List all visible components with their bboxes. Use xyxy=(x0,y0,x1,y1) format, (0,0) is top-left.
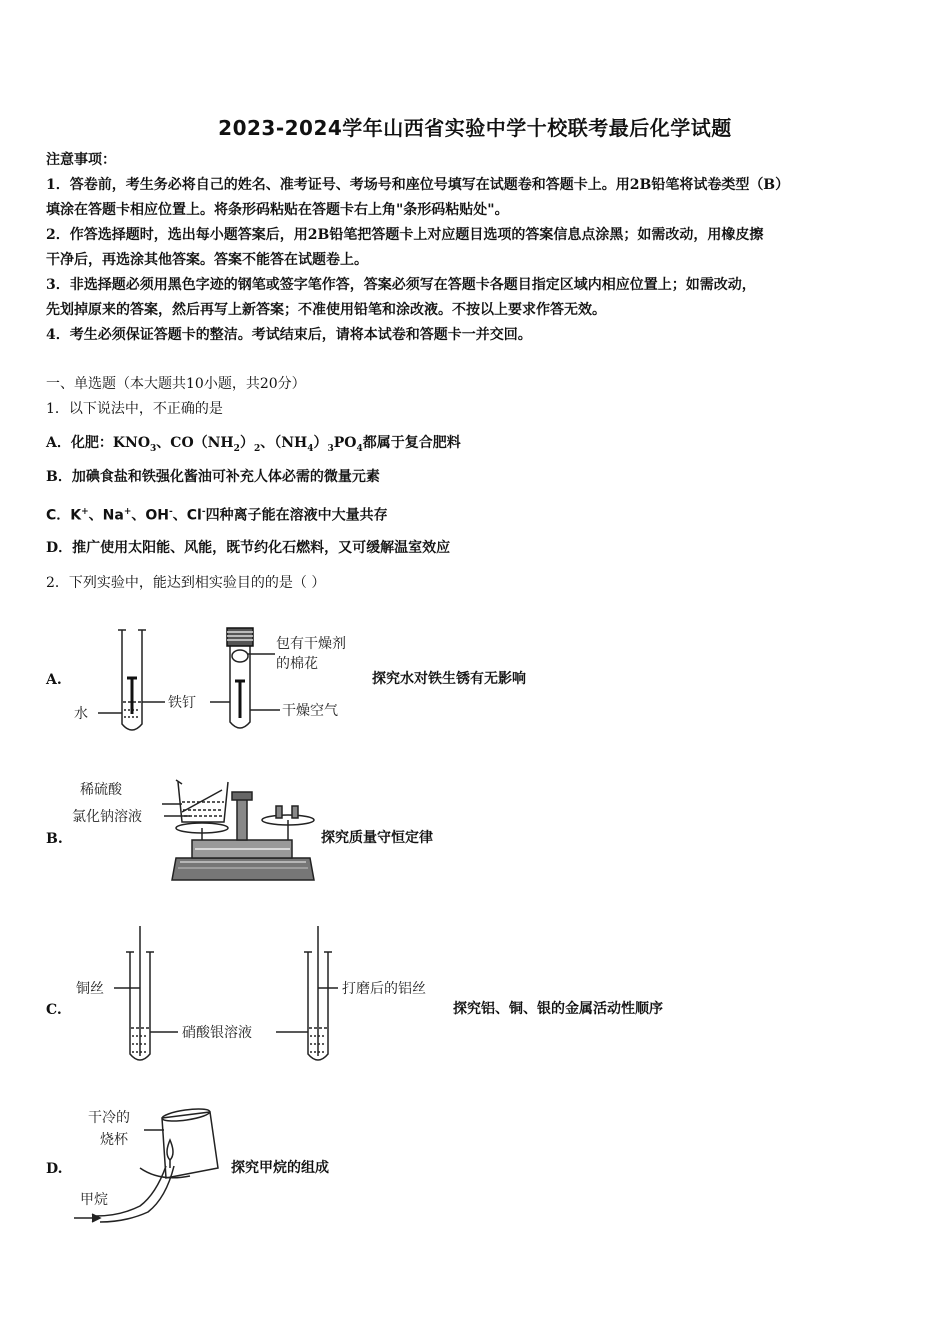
label-iron-nail: 铁钉 xyxy=(168,695,196,711)
note-line-4: 干净后，再选涂其他答案。答案不能答在试题卷上。 xyxy=(46,252,368,268)
q1-option-c: C．K+、Na+、OH-、Cl-四种离子能在溶液中大量共存 xyxy=(46,507,388,524)
q2-c-description: 探究铝、铜、银的金属活动性顺序 xyxy=(453,1001,663,1017)
label-water: 水 xyxy=(74,706,88,722)
note-line-2: 填涂在答题卡相应位置上。将条形码粘贴在答题卡右上角"条形码粘贴处"。 xyxy=(46,202,509,218)
q1-stem: 1．以下说法中，不正确的是 xyxy=(46,401,223,417)
q2-c-letter: C. xyxy=(46,1002,62,1018)
label-silver-nitrate: 硝酸银溶液 xyxy=(182,1025,252,1041)
methane-combustion-figure xyxy=(70,1098,230,1228)
note-line-6: 先划掉原来的答案，然后再写上新答案；不准使用铅笔和涂改液。不按以上要求作答无效。 xyxy=(46,302,606,318)
label-cotton-1: 包有干燥剂 xyxy=(276,636,346,652)
note-line-1: 1．答卷前，考生务必将自己的姓名、准考证号、考场号和座位号填写在试题卷和答题卡上。用2B铅笔将试卷类型（B） xyxy=(46,177,790,193)
label-cotton-2: 的棉花 xyxy=(276,656,318,672)
note-line-5: 3．非选择题必须用黑色字迹的钢笔或签字笔作答，答案必须写在答题卡各题目指定区域内相应位置上；如需改动， xyxy=(46,277,756,293)
label-copper-wire: 铜丝 xyxy=(76,981,104,997)
label-cold-beaker-1: 干冷的 xyxy=(88,1110,130,1126)
q1-option-b: B．加碘食盐和铁强化酱油可补充人体必需的微量元素 xyxy=(46,469,380,485)
metal-activity-figure xyxy=(70,922,460,1072)
q2-a-letter: A. xyxy=(46,672,62,688)
q2-b-letter: B. xyxy=(46,831,63,847)
q2-d-letter: D. xyxy=(46,1161,63,1177)
label-aluminium-wire: 打磨后的铝丝 xyxy=(342,981,426,997)
q2-b-description: 探究质量守恒定律 xyxy=(321,830,433,846)
rust-experiment-figure xyxy=(70,622,360,737)
label-cold-beaker-2: 烧杯 xyxy=(100,1132,128,1148)
q2-a-description: 探究水对铁生锈有无影响 xyxy=(372,671,526,687)
note-line-7: 4．考生必须保证答题卡的整洁。考试结束后，请将本试卷和答题卡一并交回。 xyxy=(46,327,532,343)
q1-option-d: D．推广使用太阳能、风能，既节约化石燃料，又可缓解温室效应 xyxy=(46,540,451,556)
section-heading: 一、单选题（本大题共10小题，共20分） xyxy=(46,376,306,392)
label-dilute-acid: 稀硫酸 xyxy=(80,782,122,798)
note-line-3: 2．作答选择题时，选出每小题答案后，用2B铅笔把答题卡上对应题目选项的答案信息点涂黑；如需改动，用橡皮擦 xyxy=(46,227,764,243)
notes-heading: 注意事项： xyxy=(46,152,116,168)
label-dry-air: 干燥空气 xyxy=(282,703,338,719)
q1-option-a: A．化肥：$KNO_3$、$CO(NH_2)_2$、$(NH_4)_3PO_4$都属于复合肥料 xyxy=(46,435,461,454)
q2-stem: 2．下列实验中，能达到相实验目的的是（ ） xyxy=(46,575,326,591)
q2-d-description: 探究甲烷的组成 xyxy=(231,1160,329,1176)
balance-experiment-figure xyxy=(70,770,320,888)
label-nacl-solution: 氯化钠溶液 xyxy=(72,809,142,825)
page-title: 2023-2024学年山西省实验中学十校联考最后化学试题 xyxy=(218,116,732,140)
label-methane: 甲烷 xyxy=(80,1192,108,1208)
